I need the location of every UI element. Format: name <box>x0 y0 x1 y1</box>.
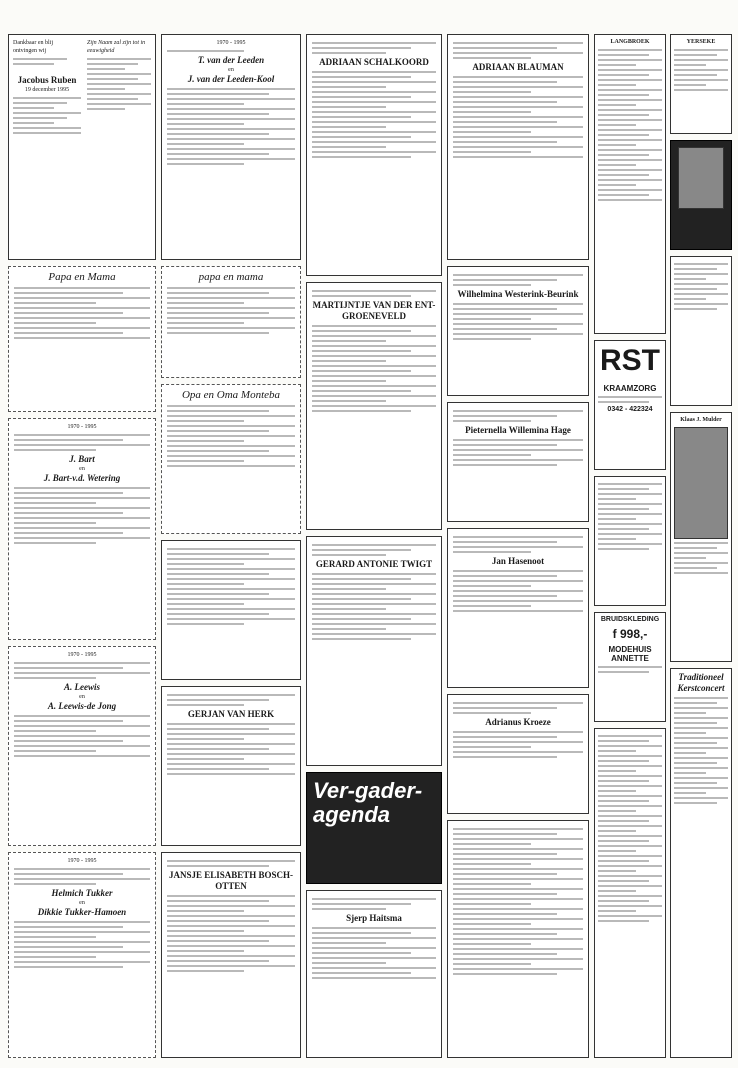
meeting-agenda-banner: Ver-gader-agenda <box>306 772 442 884</box>
column-5 <box>594 34 666 1046</box>
portrait-photo <box>674 427 728 539</box>
papa-mama-notice <box>8 266 156 412</box>
bart-anniversary: 1970 - 1995 J. Bart en J. Bart-v.d. Wetering <box>8 418 156 640</box>
bridal-ad: BRUIDSKLEDING f 998,- MODEHUIS ANNETTE <box>594 612 666 722</box>
opa-oma-notice: Opa en Oma Monteba <box>161 384 301 534</box>
birth-announcement: Dankbaar en blij ontvingen wij Jacobus Ruben 19 december 1995 Zijn Naam zal zijn tot in eeuwigheid <box>8 34 156 260</box>
hasenoot-notice: Jan Hasenoot <box>447 528 589 688</box>
church-services-list <box>447 820 589 1058</box>
blauman-notice: ADRIAAN BLAUMAN <box>447 34 589 260</box>
schalkoord-notice: ADRIAAN SCHALKOORD <box>306 34 442 276</box>
tukker-anniversary: 1970 - 1995 Helmich Tukker en Dikkie Tukker-Hamoen <box>8 852 156 1058</box>
column-3 <box>306 34 442 1046</box>
column-4 <box>447 34 589 1046</box>
leeden-anniversary: 1970 - 1995 T. van der Leeden en J. van der Leeden-Kool <box>161 34 301 260</box>
church-list-bottom <box>594 728 666 1058</box>
rst-kraamzorg-ad: RST KRAAMZORG 0342 - 422324 <box>594 340 666 470</box>
martijntje-notice: MARTIJNTJE VAN DER ENT-GROENEVELD <box>306 282 442 530</box>
notice-right <box>670 256 732 406</box>
photo-ad <box>670 140 732 250</box>
baby-name: Jacobus Ruben <box>17 75 77 85</box>
thanks-notice <box>161 540 301 680</box>
rst-logo: RST <box>600 344 660 377</box>
lewis-anniversary: 1970 - 1995 A. Leewis en A. Leewis-de Jong <box>8 646 156 846</box>
column-1 <box>8 34 156 1046</box>
christmas-concert-ad: Traditioneel Kerstconcert <box>670 668 732 1058</box>
papa-mama-2: papa en mama <box>161 266 301 378</box>
church-list-right: YERSEKE <box>670 34 732 134</box>
twigt-notice: GERARD ANTONIE TWIGT <box>306 536 442 766</box>
bosch-notice: JANSJE ELISABETH BOSCH-OTTEN <box>161 852 301 1058</box>
church-list-mid <box>594 476 666 606</box>
hage-notice: Pieternella Willemina Hage <box>447 402 589 522</box>
column-6 <box>670 34 732 1046</box>
church-list-top: LANGBROEK <box>594 34 666 334</box>
gerjan-notice: GERJAN VAN HERK <box>161 686 301 846</box>
mulder-ad: Klaas J. Mulder <box>670 412 732 662</box>
column-2 <box>161 34 301 1046</box>
haitsma-notice: Sjerp Haitsma <box>306 890 442 1058</box>
notice-title: Papa en Mama <box>48 271 116 283</box>
westerink-notice: Wilhelmina Westerink-Beurink <box>447 266 589 396</box>
kroeze-notice: Adrianus Kroeze <box>447 694 589 814</box>
